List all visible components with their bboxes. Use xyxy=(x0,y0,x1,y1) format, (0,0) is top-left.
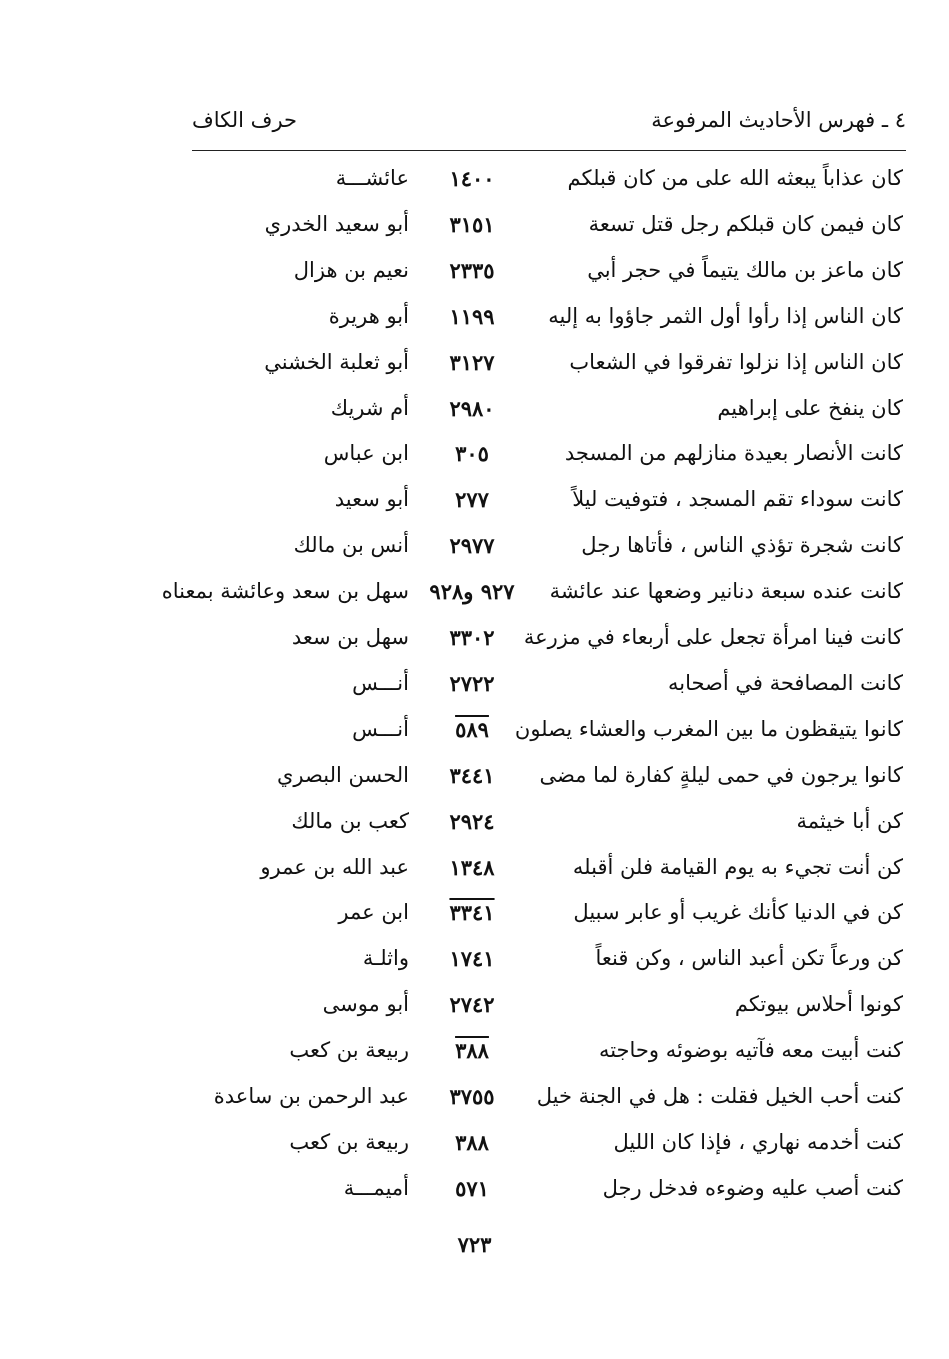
index-entry xyxy=(0,435,949,481)
hadith-number: ٣٣٠٢ xyxy=(449,625,495,650)
hadith-number: ١٣٤٨ xyxy=(449,854,495,880)
page-number: ٧٢٣ xyxy=(457,1232,492,1257)
hadith-text: كنت أبيت معه فآتيه بوضوئه وحاجته xyxy=(598,1038,903,1063)
hadith-text: كانت فينا امرأة تجعل على أربعاء في مزرعة xyxy=(523,625,903,649)
hadith-number: ١٤٠٠ xyxy=(449,166,495,191)
narrator-name: ابن عباس xyxy=(323,441,409,466)
hadith-number: ٢٩٧٧ xyxy=(449,533,495,559)
narrator-name: أبو هريرة xyxy=(328,303,409,328)
hadith-text: كن أبا خيثمة xyxy=(796,808,903,833)
narrator-name: أميمـــة xyxy=(343,1175,409,1200)
hadith-number: ٣٧٥٥ xyxy=(449,1084,495,1109)
narrator-name: سهل بن سعد وعائشة بمعناه xyxy=(161,579,409,604)
hadith-number: ٥٧١ xyxy=(455,1175,489,1201)
narrator-name: أبو سعيد الخدري xyxy=(264,211,409,236)
narrator-name: أم شريك xyxy=(330,395,409,420)
letter-title: حرف الكاف xyxy=(192,108,298,132)
narrator-name: الحسن البصري xyxy=(277,762,409,787)
header-divider xyxy=(192,150,906,151)
hadith-text: كان الناس إذا نزلوا تفرقوا في الشعاب xyxy=(569,349,903,374)
hadith-number: ٥٨٩ xyxy=(455,716,489,742)
section-title: ٤ ـ فهرس الأحاديث المرفوعة xyxy=(651,108,906,132)
hadith-number: ١١٩٩ xyxy=(449,303,495,329)
index-entry xyxy=(0,894,949,940)
hadith-text: كانت المصافحة في أصحابه xyxy=(668,670,903,695)
index-entry xyxy=(0,1032,949,1078)
index-entry xyxy=(0,390,949,436)
index-entry xyxy=(0,665,949,711)
hadith-text: كانت عنده سبعة دنانير وضعها عند عائشة xyxy=(549,579,903,604)
narrator-name: عبد الرحمن بن ساعدة xyxy=(213,1084,409,1108)
index-entry xyxy=(0,619,949,665)
hadith-number: ٣٨٨ xyxy=(455,1038,489,1064)
hadith-text: كانوا يتيقظون ما بين المغرب والعشاء يصلون xyxy=(514,716,903,741)
hadith-text: كنت أحب الخيل فقلت : هل في الجنة خيل xyxy=(536,1084,903,1108)
narrator-name: كعب بن مالك xyxy=(291,808,409,833)
hadith-number: ٣٣٤١ xyxy=(449,900,495,926)
running-header xyxy=(192,104,906,144)
hadith-text: كانوا يرجون في حمى ليلةٍ كفارة لما مضى xyxy=(539,762,903,787)
index-entry xyxy=(0,298,949,344)
index-entry xyxy=(0,849,949,895)
narrator-name: عبد الله بن عمرو xyxy=(260,854,409,879)
hadith-text: كان ينفخ على إبراهيم xyxy=(717,395,903,420)
index-entry xyxy=(0,986,949,1032)
hadith-number: ٣١٥١ xyxy=(449,211,495,237)
hadith-number: ٢٧٤٢ xyxy=(449,992,495,1018)
index-entry xyxy=(0,1170,949,1216)
hadith-number: ٢٧٢٢ xyxy=(449,670,495,696)
narrator-name: سهل بن سعد xyxy=(291,625,409,649)
hadith-number: ٣٠٥ xyxy=(455,441,489,467)
hadith-number: ٣١٢٧ xyxy=(449,349,495,375)
narrator-name: واثلـة xyxy=(362,946,409,971)
hadith-text: كن أنت تجيء به يوم القيامة فلن أقبله xyxy=(572,854,903,879)
index-entry xyxy=(0,1124,949,1170)
hadith-text: كانت الأنصار بعيدة منازلهم من المسجد xyxy=(564,441,903,466)
index-entry xyxy=(0,711,949,757)
hadith-text: كونوا أحلاس بيوتكم xyxy=(734,992,903,1017)
narrator-name: ربيعة بن كعب xyxy=(289,1038,409,1063)
index-entry xyxy=(0,573,949,619)
hadith-text: كان الناس إذا رأوا أول الثمر جاؤوا به إليه xyxy=(548,303,903,328)
hadith-text: كنت أخدمه نهاري ، فإذا كان الليل xyxy=(613,1129,903,1154)
hadith-text: كن في الدنيا كأنك غريب أو عابر سبيل xyxy=(573,900,903,925)
hadith-number: ٣٨٨ xyxy=(455,1129,489,1155)
hadith-number: ٩٢٧ و٩٢٨ xyxy=(429,579,515,605)
narrator-name: ربيعة بن كعب xyxy=(289,1129,409,1154)
hadith-text: كانت شجرة تؤذي الناس ، فأتاها رجل xyxy=(581,533,903,558)
narrator-name: أنـــس xyxy=(352,670,409,695)
hadith-number: ٢٧٧ xyxy=(455,487,489,513)
index-entry xyxy=(0,206,949,252)
index-entry xyxy=(0,803,949,849)
narrator-name: أبو سعيد xyxy=(334,487,409,512)
index-entry xyxy=(0,160,949,206)
narrator-name: أبو موسى xyxy=(322,992,409,1017)
hadith-text: كن ورعاً تكن أعبد الناس ، وكن قنعاً xyxy=(595,946,903,971)
hadith-number: ٣٤٤١ xyxy=(449,762,495,788)
index-entry xyxy=(0,1078,949,1124)
hadith-number: ٢٩٢٤ xyxy=(449,808,495,834)
index-entry xyxy=(0,940,949,986)
narrator-name: أنس بن مالك xyxy=(293,533,409,558)
hadith-number: ٢٣٣٥ xyxy=(449,257,495,283)
index-entry xyxy=(0,527,949,573)
hadith-text: كانت سوداء تقم المسجد ، فتوفيت ليلاً xyxy=(572,487,903,512)
narrator-name: نعيم بن هزال xyxy=(293,257,409,282)
hadith-text: كان عذاباً يبعثه الله على من كان قبلكم xyxy=(567,166,903,190)
hadith-text: كنت أصب عليه وضوءه فدخل رجل xyxy=(602,1175,903,1200)
hadith-text: كان ماعز بن مالك يتيماً في حجر أبي xyxy=(587,257,903,282)
narrator-name: ابن عمر xyxy=(338,900,409,925)
narrator-name: أنـــس xyxy=(352,716,409,741)
narrator-name: عائشـــة xyxy=(335,166,409,190)
hadith-number: ١٧٤١ xyxy=(449,946,495,972)
index-entry xyxy=(0,252,949,298)
index-entry xyxy=(0,481,949,527)
index-entry xyxy=(0,757,949,803)
hadith-number: ٢٩٨٠ xyxy=(449,395,495,421)
index-entry xyxy=(0,344,949,390)
narrator-name: أبو ثعلبة الخشني xyxy=(264,349,409,374)
hadith-text: كان فيمن كان قبلكم رجل قتل تسعة xyxy=(588,211,903,236)
